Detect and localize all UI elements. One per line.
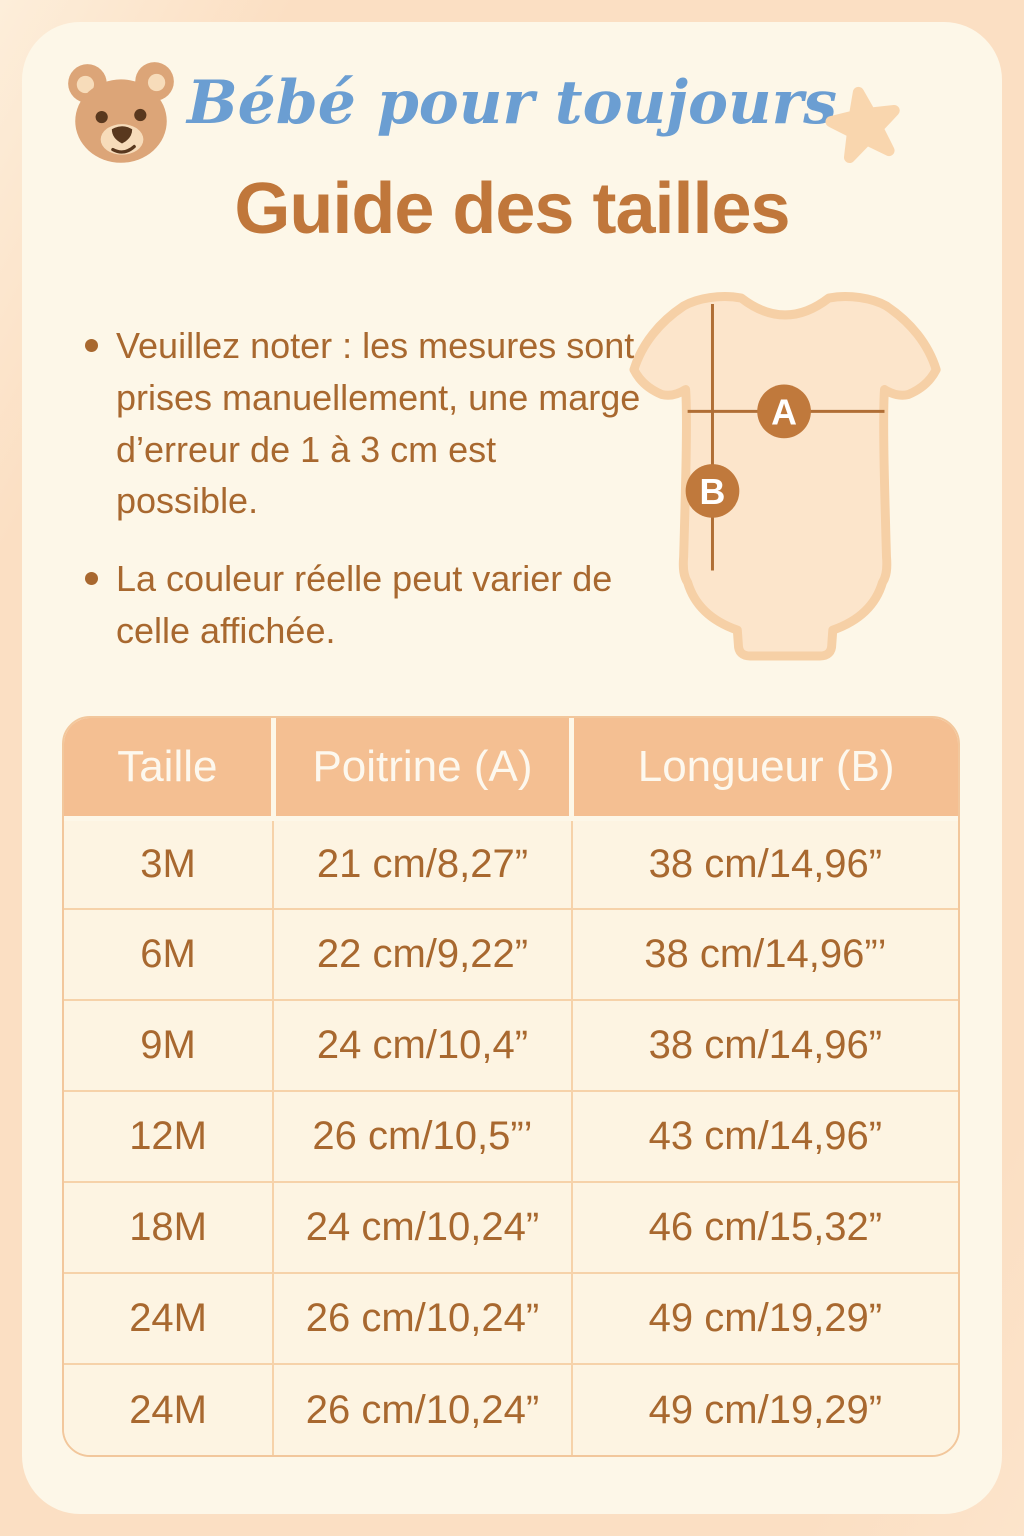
cell-chest: 26 cm/10,24” [273, 1273, 572, 1364]
table-row [64, 1091, 958, 1182]
brand-script: Bébé pour toujours [186, 68, 838, 138]
cell-size: 18M [64, 1182, 273, 1273]
page-title: Guide des tailles [234, 169, 790, 249]
size-table [62, 716, 960, 1457]
cell-size: 12M [64, 1091, 273, 1182]
table-row [64, 1273, 958, 1364]
cell-size: 3M [64, 818, 273, 909]
cell-length: 38 cm/14,96”’ [572, 909, 958, 1000]
cell-size: 9M [64, 1000, 273, 1091]
onesie-measurement-diagram [622, 286, 970, 678]
cell-size: 6M [64, 909, 273, 1000]
note-item-measurements: Veuillez noter : les mesures sont prises manuellement, une marge d’erreur de 1 à 3 cm est possible. [80, 320, 646, 527]
cell-length: 49 cm/19,29” [572, 1364, 958, 1455]
notes-list [80, 320, 646, 683]
cell-chest: 21 cm/8,27” [273, 818, 572, 909]
cell-length: 43 cm/14,96” [572, 1091, 958, 1182]
cell-length: 49 cm/19,29” [572, 1273, 958, 1364]
column-header-longueur: Longueur (B) [572, 718, 958, 818]
cell-length: 38 cm/14,96” [572, 1000, 958, 1091]
cell-chest: 26 cm/10,24” [273, 1364, 572, 1455]
cell-size: 24M [64, 1364, 273, 1455]
cell-size: 24M [64, 1273, 273, 1364]
cell-length: 38 cm/14,96” [572, 818, 958, 909]
cell-chest: 22 cm/9,22” [273, 909, 572, 1000]
measurement-b-badge [686, 464, 740, 518]
table-row [64, 818, 958, 909]
star-icon [816, 77, 913, 170]
column-header-poitrine: Poitrine (A) [273, 718, 572, 818]
svg-text:B: B [699, 471, 726, 512]
cell-length: 46 cm/15,32” [572, 1182, 958, 1273]
measurement-a-badge [757, 385, 811, 439]
table-row [64, 1182, 958, 1273]
table-row [64, 909, 958, 1000]
cell-chest: 24 cm/10,4” [273, 1000, 572, 1091]
note-item-color: La couleur réelle peut varier de celle affichée. [80, 553, 646, 657]
cell-chest: 24 cm/10,24” [273, 1182, 572, 1273]
table-header-row [64, 718, 958, 818]
svg-text:A: A [771, 392, 797, 433]
table-row [64, 1000, 958, 1091]
table-row [64, 1364, 958, 1455]
column-header-taille: Taille [64, 718, 273, 818]
size-guide-card [22, 22, 1002, 1514]
cell-chest: 26 cm/10,5”’ [273, 1091, 572, 1182]
